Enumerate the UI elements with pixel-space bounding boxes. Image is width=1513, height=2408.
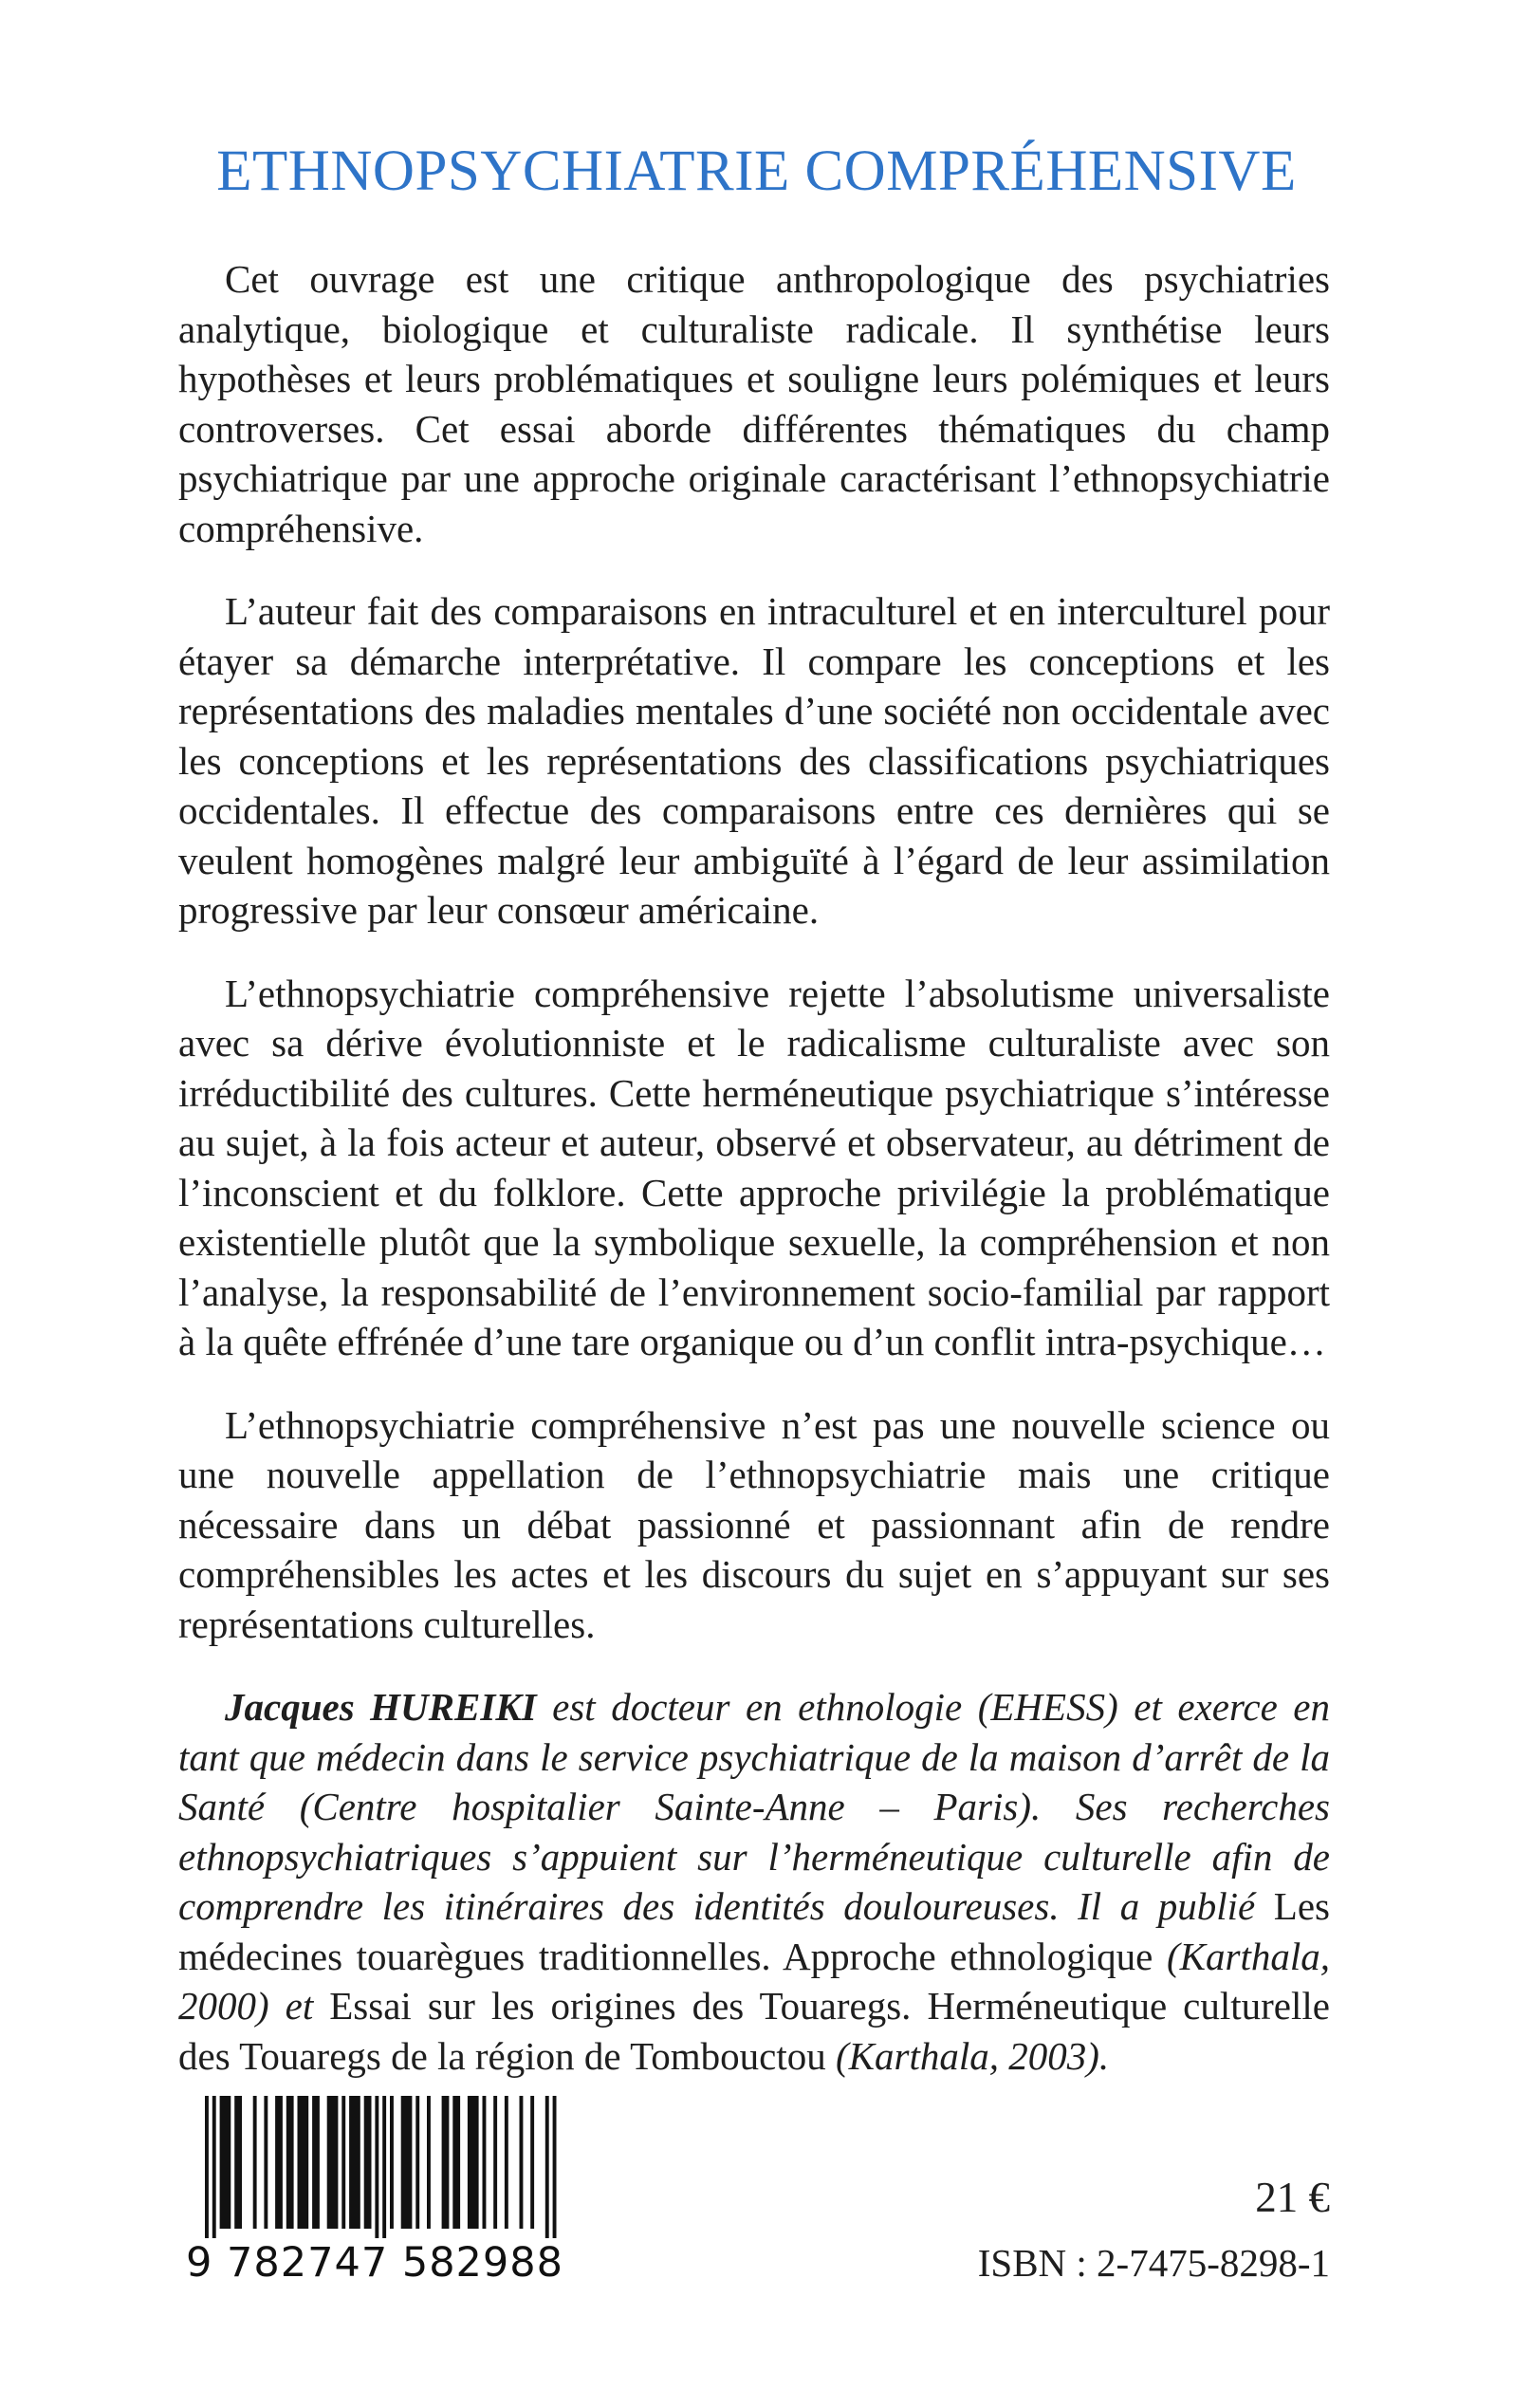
barcode-bar (505, 2096, 508, 2229)
barcode-bar (286, 2096, 294, 2229)
summary-paragraph-3: L’ethnopsychiatrie compréhensive rejette l’absolutisme universaliste avec sa dérive évolutionniste et le radicalisme culturaliste avec son irréductibilité des cultures. Cette herméneutique psychiatrique s’intéresse au sujet, à la fois acteur et auteur, observé et observateur, au détriment de l’inconscient et du folklore. Cette approche privilégie la problématique existentielle plutôt que la symbolique sexuelle, la compréhension et non l’analyse, la responsabilité de l’environnement socio-familial par rapport à la quête effrénée d’une tare organique ou d’un conflit intra-psychique… (178, 971, 1330, 1363)
barcode-bar (452, 2096, 460, 2229)
barcode-bar (382, 2096, 386, 2238)
barcode-bar (545, 2096, 549, 2238)
barcode-bar (401, 2096, 413, 2229)
barcode-bars (186, 2096, 565, 2238)
barcode-bar (530, 2096, 534, 2229)
barcode-bar (312, 2096, 320, 2229)
barcode-bar (483, 2096, 487, 2229)
book-reference-1: Les médecines touarègues traditionnelles. Approche ethnologique (178, 1884, 1330, 1978)
barcode-bar (390, 2096, 394, 2229)
summary-paragraph-4: L’ethnopsychiatrie compréhensive n’est pas une nouvelle science ou une nouvelle appellation de l’ethnopsychiatrie mais une critique nécessaire dans un débat passionné et passionnant afin de rendre compréhensibles les actes et les discours du sujet en s’appuyant sur ses représentations culturelles. (178, 1402, 1330, 1646)
isbn-number: ISBN : 2-7475-8298-1 (977, 2241, 1330, 2285)
barcode-bar (275, 2096, 283, 2229)
barcode-bar (520, 2096, 524, 2229)
author-bio-text-1: est docteur en ethnologie (EHESS) et exerce en tant que médecin dans le service psychiatrique de la maison d’arrêt de la Santé (Centre hospitalier Sainte-Anne – Paris). Ses recherches ethnopsychiatriques s’appuient sur l’herméneutique culturelle afin de comprendre les itinéraires des identités douloureuses. Il a publié (178, 1685, 1330, 1928)
barcode-bar (553, 2096, 557, 2238)
author-name: Jacques HUREIKI (225, 1685, 537, 1729)
barcode-bar (493, 2096, 497, 2229)
book-title: ETHNOPSYCHIATRIE COMPRÉHENSIVE (216, 139, 1297, 203)
barcode-bar (327, 2096, 339, 2229)
summary-paragraph-1: Cet ouvrage est une critique anthropologique des psychiatries analytique, biologique et culturaliste radicale. Il synthétise leurs hypothèses et leurs problématiques et souligne leurs polémiques et leurs controverses. Cet essai aborde différentes thématiques du champ psychiatrique par une approche originale caractérisant l’ethnopsychiatrie compréhensive. (178, 257, 1330, 550)
barcode-bar (298, 2096, 309, 2229)
barcode-bar (205, 2096, 209, 2238)
barcode-bar (220, 2096, 231, 2229)
barcode-bar (468, 2096, 479, 2229)
barcode-bar (375, 2096, 378, 2238)
book-reference-2: Essai sur les origines des Touaregs. Herméneutique culturelle des Touaregs de la région de Tombouctou (178, 1984, 1330, 2078)
barcode-digits: 9 782747 582988 (186, 2239, 563, 2287)
barcode-bar (415, 2096, 419, 2229)
barcode-bar (442, 2096, 450, 2229)
barcode-bar (349, 2096, 360, 2229)
author-bio (178, 1682, 1330, 2081)
author-bio-text-2: (Karthala, 2000) et (178, 1934, 1330, 2028)
barcode-bar (364, 2096, 372, 2229)
back-cover-text (178, 254, 1330, 2114)
barcode-bar (234, 2096, 242, 2229)
barcode-bar (212, 2096, 216, 2238)
barcode-bar (253, 2096, 257, 2229)
price: 21 € (1255, 2174, 1330, 2221)
barcode-bar (427, 2096, 431, 2229)
summary-paragraph-2: L’auteur fait des comparaisons en intraculturel et en interculturel pour étayer sa démarche interprétative. Il compare les conceptions et les représentations des maladies mentales d’une société non occidentale avec les conceptions et les représentations des classifications psychiatriques occidentales. Il effectue des comparaisons entre ces dernières qui se veulent homogènes malgré leur ambiguïté à l’égard de leur assimilation progressive par leur consœur américaine. (178, 589, 1330, 932)
barcode-bar (264, 2096, 268, 2229)
barcode-bar (341, 2096, 345, 2229)
author-bio-text-3: (Karthala, 2003). (825, 2033, 1110, 2078)
